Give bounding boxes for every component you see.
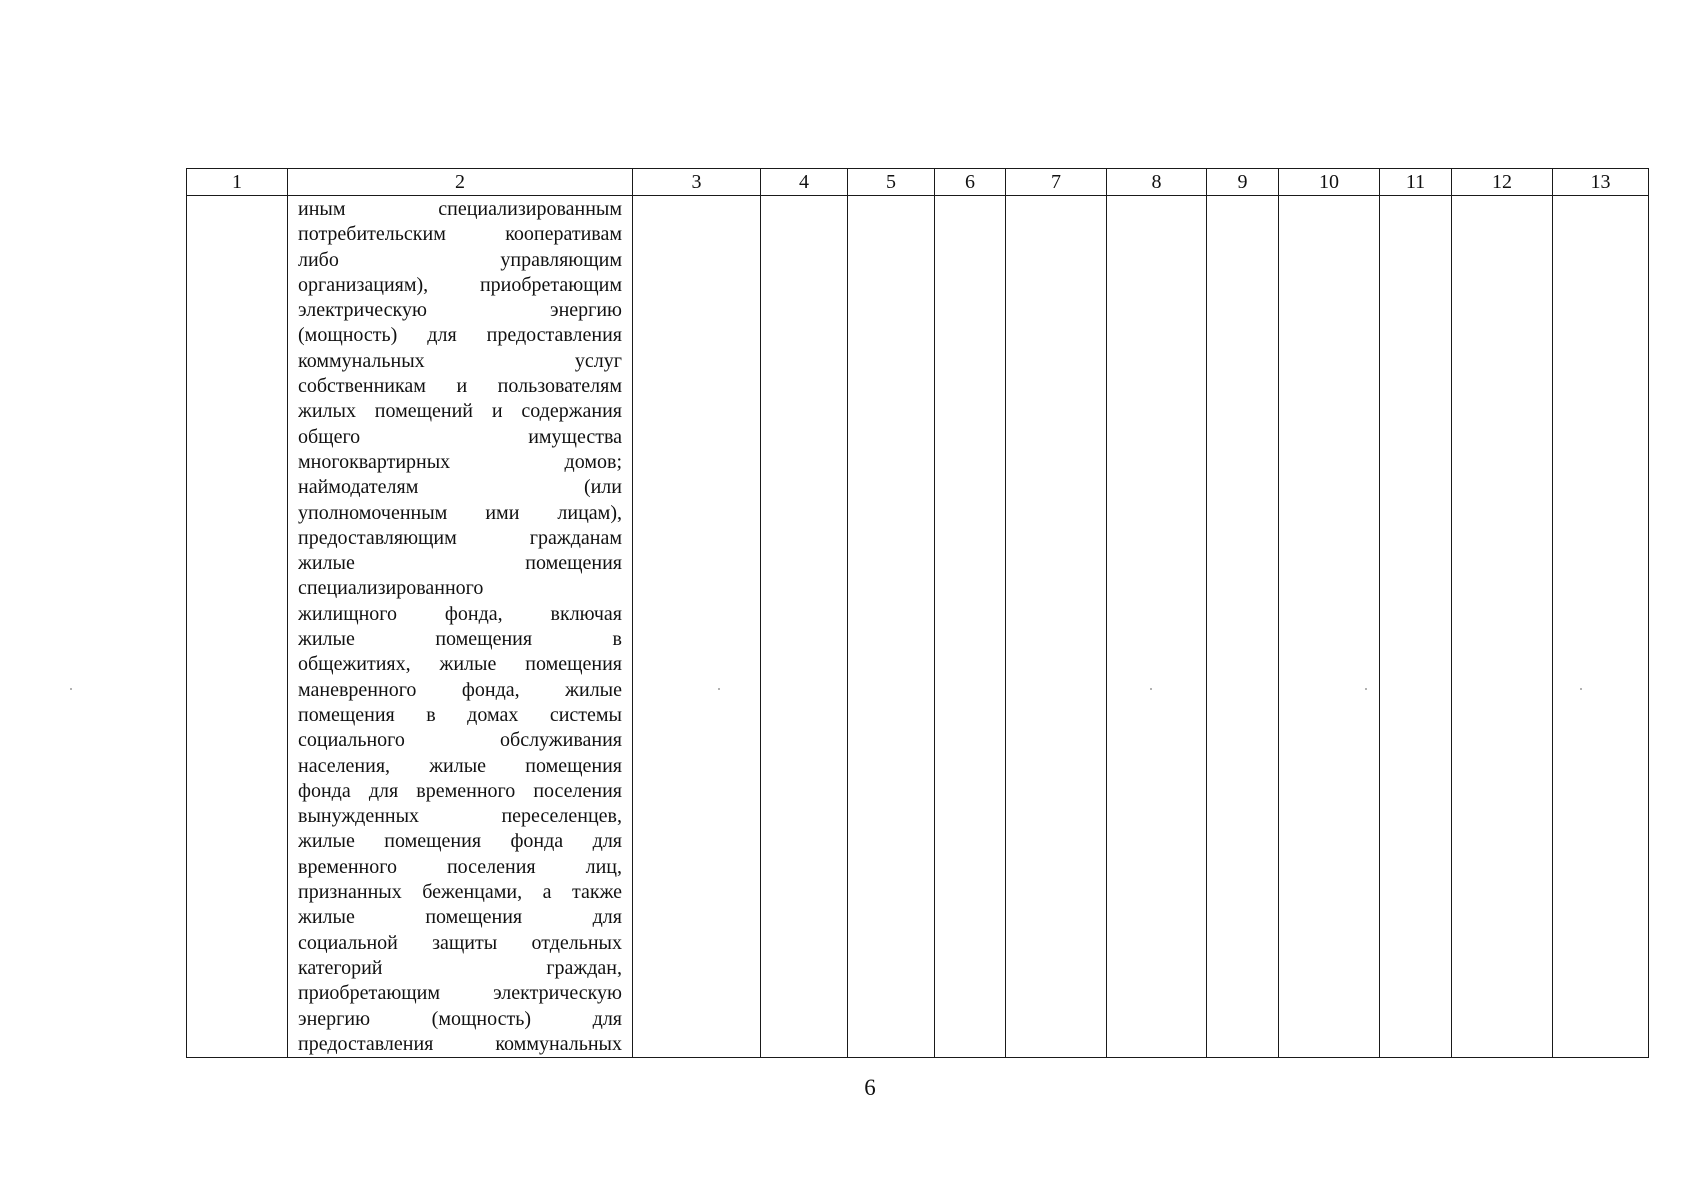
table-cell [1107, 196, 1207, 1058]
column-header: 9 [1207, 169, 1279, 196]
table-cell [1006, 196, 1107, 1058]
description-line: предоставления коммунальных [298, 1032, 622, 1055]
column-header: 4 [761, 169, 848, 196]
table-cell [1207, 196, 1279, 1058]
description-line: общего имущества [298, 425, 622, 448]
header-row [187, 169, 1649, 196]
description-line: специализированного [298, 577, 484, 600]
description-line: временного поселения лиц, [298, 855, 622, 878]
description-line: жилые помещения для [298, 906, 622, 929]
description-line: организациям), приобретающим [298, 273, 622, 296]
column-header: 6 [935, 169, 1006, 196]
table-cell [848, 196, 935, 1058]
description-line: социальной защиты отдельных [298, 931, 622, 954]
description-line: жилые помещения в [298, 628, 622, 651]
column-header: 10 [1279, 169, 1380, 196]
table-row [187, 196, 1649, 1058]
description-line: жилые помещения фонда для [298, 830, 622, 853]
description-line: жилищного фонда, включая [298, 602, 622, 625]
description-line: собственникам и пользователям [298, 375, 622, 398]
data-table [186, 168, 1649, 1058]
description-line: фонда для временного поселения [298, 779, 622, 802]
description-line: предоставляющим гражданам [298, 526, 622, 549]
table-cell [633, 196, 761, 1058]
description-line: жилых помещений и содержания [298, 400, 622, 423]
table-cell [187, 196, 288, 1058]
table-cell [1279, 196, 1380, 1058]
description-line: наймодателям (или [298, 476, 622, 499]
description-line: потребительским кооперативам [298, 223, 622, 246]
column-header: 2 [288, 169, 633, 196]
table-cell [935, 196, 1006, 1058]
scan-speck [70, 688, 72, 690]
table-cell [761, 196, 848, 1058]
column-header: 13 [1553, 169, 1649, 196]
description-line: многоквартирных домов; [298, 450, 622, 473]
column-header: 1 [187, 169, 288, 196]
column-header: 3 [633, 169, 761, 196]
description-line: уполномоченным ими лицам), [298, 501, 622, 524]
description-line: коммунальных услуг [298, 349, 622, 372]
description-line: жилые помещения [298, 552, 622, 575]
description-line: населения, жилые помещения [298, 754, 622, 777]
description-line: социального обслуживания [298, 729, 622, 752]
scan-speck [1150, 688, 1152, 690]
table-cell [1380, 196, 1452, 1058]
description-cell [288, 196, 633, 1058]
description-line: энергию (мощность) для [298, 1007, 622, 1030]
description-line: общежитиях, жилые помещения [298, 653, 622, 676]
description-line: электрическую энергию [298, 299, 622, 322]
column-header: 11 [1380, 169, 1452, 196]
description-line: (мощность) для предоставления [298, 324, 622, 347]
description-line: либо управляющим [298, 248, 622, 271]
table-cell [1553, 196, 1649, 1058]
table-cell [1452, 196, 1553, 1058]
scan-speck [1580, 688, 1582, 690]
column-header: 5 [848, 169, 935, 196]
scan-speck [718, 688, 720, 690]
column-header: 12 [1452, 169, 1553, 196]
page-number: 6 [864, 1075, 876, 1100]
scan-speck [1365, 688, 1367, 690]
column-header: 8 [1107, 169, 1207, 196]
description-line: иным специализированным [298, 198, 622, 220]
description-line: приобретающим электрическую [298, 982, 622, 1005]
description-line: вынужденных переселенцев, [298, 805, 622, 828]
column-header: 7 [1006, 169, 1107, 196]
description-line: помещения в домах системы [298, 703, 622, 726]
description-line: категорий граждан, [298, 956, 622, 979]
description-line: маневренного фонда, жилые [298, 678, 622, 701]
description-line: признанных беженцами, а также [298, 881, 622, 904]
